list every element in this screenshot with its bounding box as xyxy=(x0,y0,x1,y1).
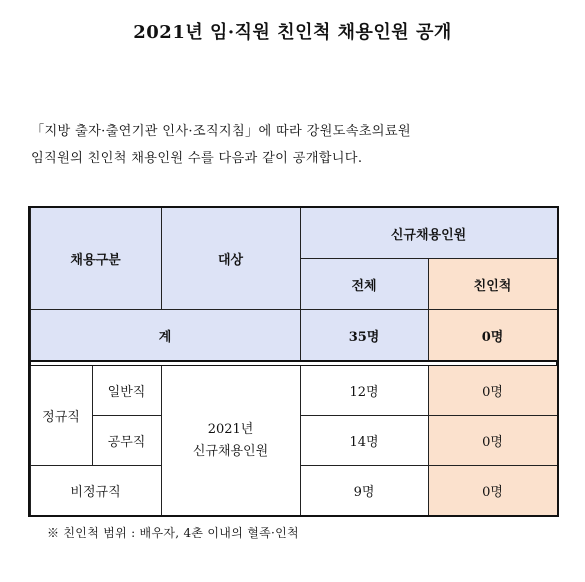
sub-public: 공무직 xyxy=(92,416,161,466)
intro-line-1: 「지방 출자·출연기관 인사·조직지침」에 따라 강원도속초의료원 xyxy=(31,124,411,139)
header-category: 채용구분 xyxy=(30,208,161,310)
row-total: 9명 xyxy=(300,466,428,516)
target-desc: 신규채용인원 xyxy=(192,443,269,459)
hiring-table xyxy=(29,207,558,516)
intro-paragraph xyxy=(31,118,566,172)
intro-line-2: 임직원의 친인척 채용인원 수를 다음과 같이 공개합니다. xyxy=(31,151,363,166)
sub-general: 일반직 xyxy=(92,366,161,416)
total-count: 35명 xyxy=(300,310,428,362)
header-total: 전체 xyxy=(300,259,428,310)
row-total: 12명 xyxy=(300,366,428,416)
footnote: ※ 친인척 범위 : 배우자, 4촌 이내의 혈족·인척 xyxy=(47,526,299,540)
row-total: 14명 xyxy=(300,416,428,466)
group-nonregular: 비정규직 xyxy=(30,466,161,516)
total-row xyxy=(30,310,557,362)
page-title: 2021년 임·직원 친인척 채용인원 공개 xyxy=(133,22,452,43)
row-relatives: 0명 xyxy=(428,366,557,416)
row-relatives: 0명 xyxy=(428,416,557,466)
target-cell xyxy=(161,366,300,516)
header-new-hires: 신규채용인원 xyxy=(300,208,557,259)
header-relatives: 친인척 xyxy=(428,259,557,310)
row-relatives: 0명 xyxy=(428,466,557,516)
header-row-1 xyxy=(30,208,557,259)
header-target: 대상 xyxy=(161,208,300,310)
target-year: 2021년 xyxy=(207,421,254,437)
group-regular: 정규직 xyxy=(30,366,92,466)
table-row xyxy=(30,366,557,416)
total-label: 계 xyxy=(30,310,300,362)
total-relatives-count: 0명 xyxy=(428,310,557,362)
